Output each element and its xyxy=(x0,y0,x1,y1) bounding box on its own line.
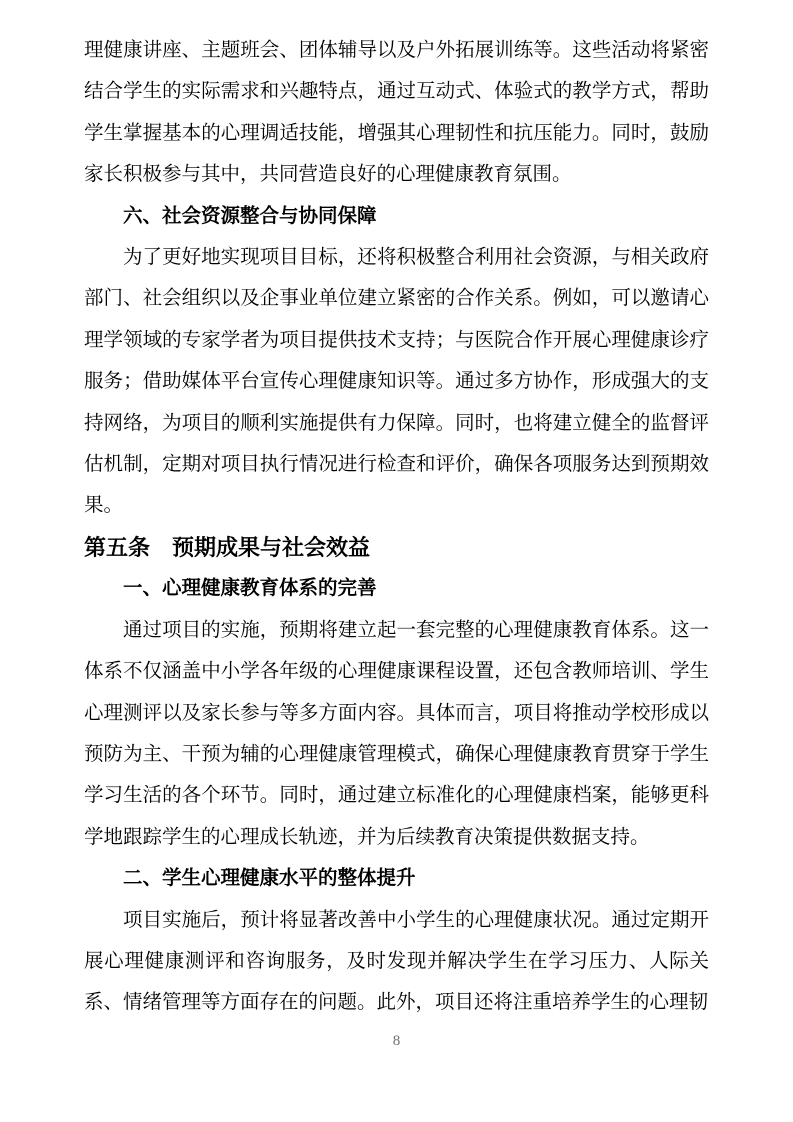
subheading-section-6: 六、社会资源整合与协同保障 xyxy=(123,205,377,227)
paragraph-student-improvement: 项目实施后，预计将显著改善中小学生的心理健康状况。通过定期开展心理健康测评和咨询服务，及时发现并解决学生在学习压力、人际关系、情绪管理等方面存在的问题。此外，项目还将注重培养学生的心理韧 xyxy=(84,909,709,1014)
subheading-section-1: 一、心理健康教育体系的完善 xyxy=(123,578,377,600)
document-body xyxy=(84,30,709,1024)
subheading-section-2: 二、学生心理健康水平的整体提升 xyxy=(123,868,416,890)
article-heading-5: 第五条 预期成果与社会效益 xyxy=(84,534,371,560)
paragraph-social-resources: 为了更好地实现项目目标，还将积极整合利用社会资源，与相关政府部门、社会组织以及企事业单位建立紧密的合作关系。例如，可以邀请心理学领域的专家学者为项目提供技术支持；与医院合作开展心理健康诊疗服务；借助媒体平台宣传心理健康知识等。通过多方协作，形成强大的支持网络，为项目的顺利实施提供有力保障。同时，也将建立健全的监督评估机制，定期对项目执行情况进行检查和评价，确保各项服务达到预期效果。 xyxy=(84,247,709,517)
page-number: 8 xyxy=(392,1033,401,1049)
paragraph-continuation: 理健康讲座、主题班会、团体辅导以及户外拓展训练等。这些活动将紧密结合学生的实际需求和兴趣特点，通过互动式、体验式的教学方式，帮助学生掌握基本的心理调适技能，增强其心理韧性和抗压能力。同时，鼓励家长积极参与其中，共同营造良好的心理健康教育氛围。 xyxy=(84,40,709,186)
paragraph-education-system: 通过项目的实施，预期将建立起一套完整的心理健康教育体系。这一体系不仅涵盖中小学各年级的心理健康课程设置，还包含教师培训、学生心理测评以及家长参与等多方面内容。具体而言，项目将推动学校形成以预防为主、干预为辅的心理健康管理模式，确保心理健康教育贯穿于学生学习生活的各个环节。同时，通过建立标准化的心理健康档案，能够更科学地跟踪学生的心理成长轨迹，并为后续教育决策提供数据支持。 xyxy=(84,619,709,848)
